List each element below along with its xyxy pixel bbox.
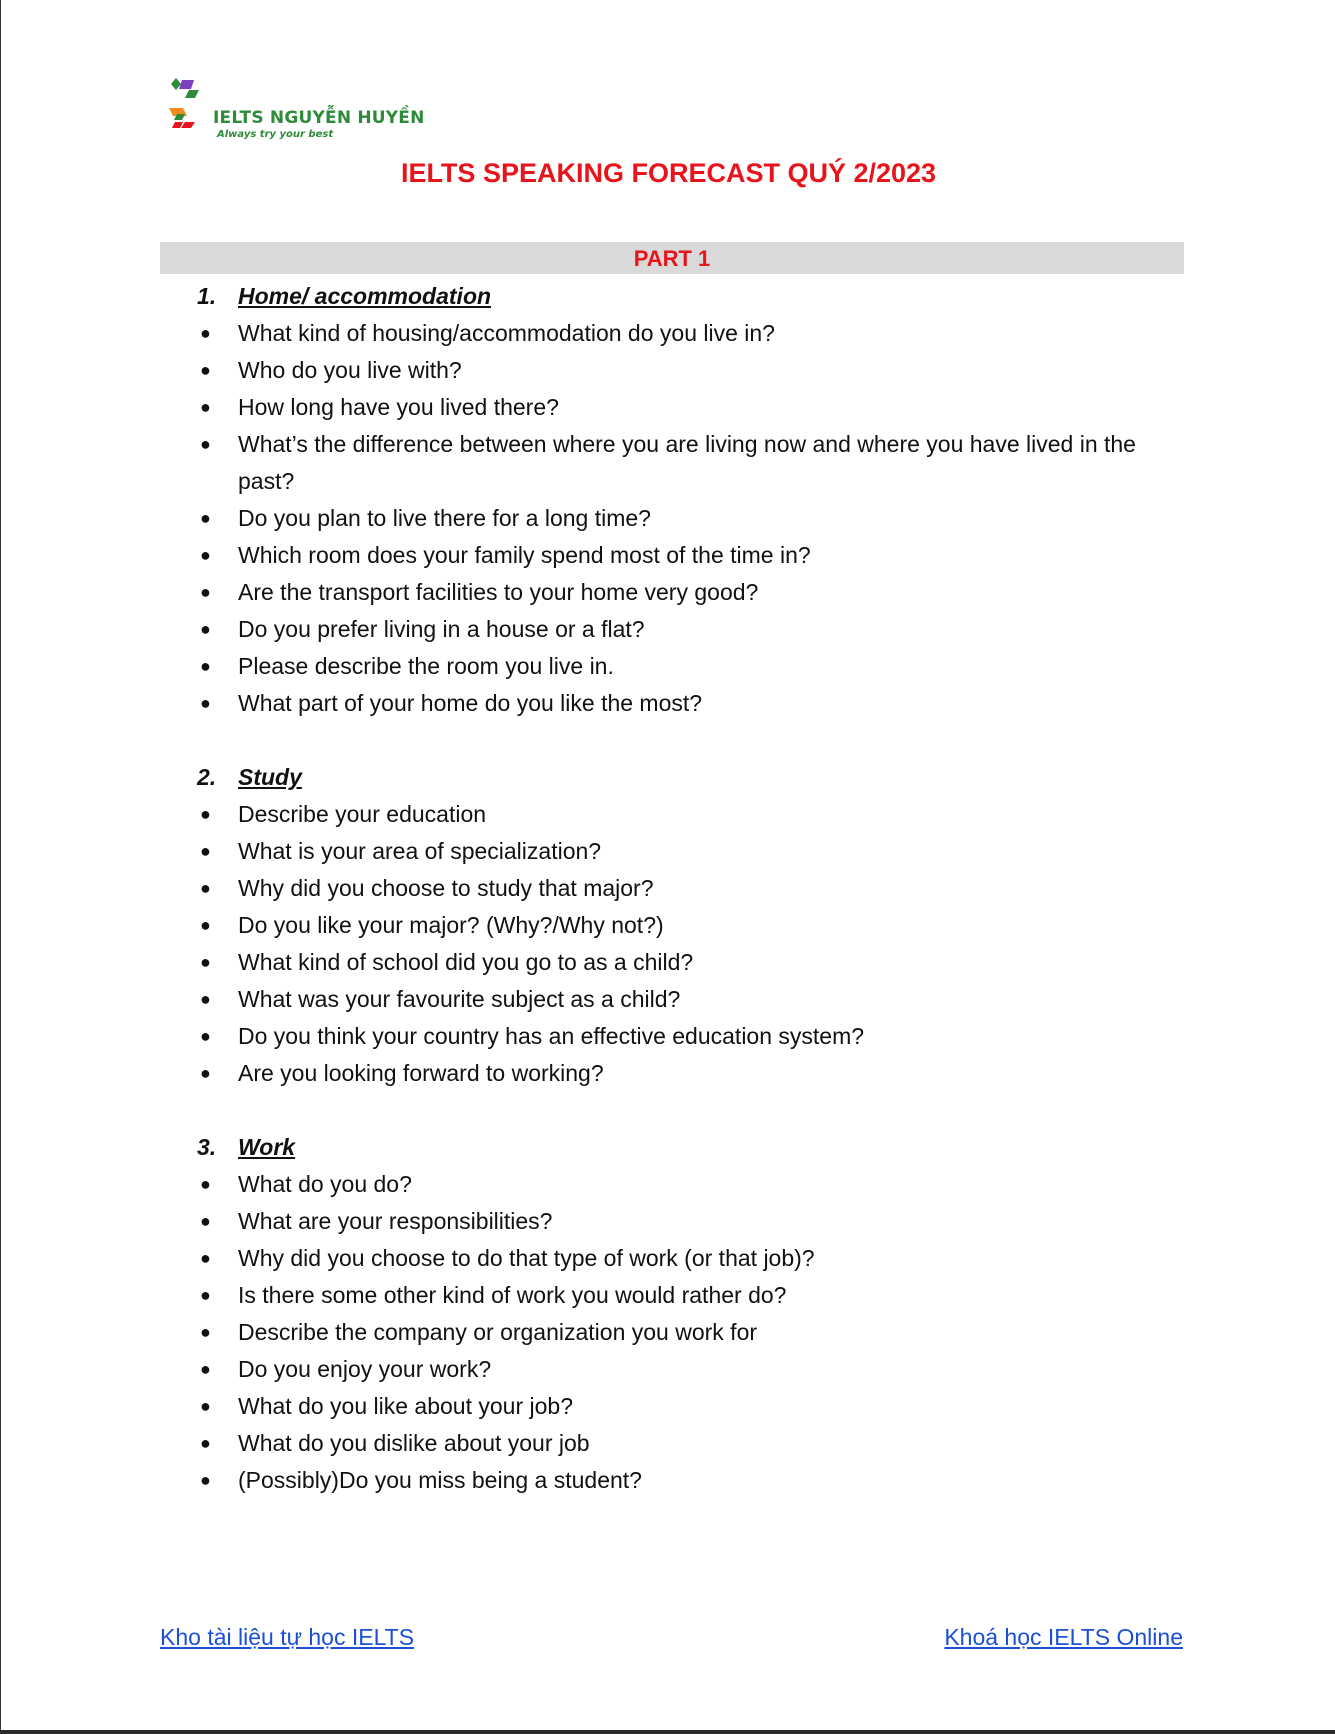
question-text: What are your responsibilities? — [238, 1208, 553, 1234]
bullet-icon: ● — [200, 434, 211, 454]
list-item — [1, 1462, 1335, 1499]
footer-link-online-course[interactable]: Khoá học IELTS Online — [944, 1624, 1183, 1650]
bullet-icon: ● — [200, 1433, 211, 1453]
question-text: How long have you lived there? — [238, 394, 559, 420]
question-text: Do you enjoy your work? — [238, 1356, 492, 1382]
list-item — [1, 1203, 1335, 1240]
bullet-icon: ● — [200, 1396, 211, 1416]
list-item — [1, 1388, 1335, 1425]
brand-logo — [169, 78, 449, 148]
list-item — [1, 1166, 1335, 1203]
list-item — [1, 944, 1335, 981]
question-text: What’s the difference between where you are living now and where you have lived in the past? — [238, 431, 1136, 494]
question-text: Describe your education — [238, 801, 487, 827]
list-item — [1, 685, 1335, 722]
bullet-icon: ● — [200, 397, 211, 417]
bullet-icon: ● — [200, 1026, 211, 1046]
bullet-icon: ● — [200, 1322, 211, 1342]
question-text: What do you like about your job? — [238, 1393, 573, 1419]
bullet-icon: ● — [200, 619, 211, 639]
list-item — [1, 1018, 1335, 1055]
bullet-icon: ● — [200, 878, 211, 898]
list-item — [1, 389, 1335, 426]
section-heading — [1, 278, 1335, 315]
list-item — [1, 907, 1335, 944]
list-item — [1, 611, 1335, 648]
question-text: Are you looking forward to working? — [238, 1060, 604, 1086]
list-item — [1, 1055, 1335, 1092]
list-item — [1, 1351, 1335, 1388]
logo-slogan: Always try your best — [217, 129, 334, 140]
list-item — [1, 352, 1335, 389]
question-sections — [1, 278, 1335, 1499]
section-title: Home/ accommodation — [238, 283, 492, 309]
bullet-icon: ● — [200, 360, 211, 380]
question-text: (Possibly)Do you miss being a student? — [238, 1467, 642, 1493]
question-text: What is your area of specialization? — [238, 838, 602, 864]
bullet-icon: ● — [200, 1248, 211, 1268]
bullet-icon: ● — [200, 323, 211, 343]
question-text: Is there some other kind of work you would rather do? — [238, 1282, 787, 1308]
list-item — [1, 833, 1335, 870]
list-item — [1, 1240, 1335, 1277]
bullet-icon: ● — [200, 841, 211, 861]
question-text: What do you dislike about your job — [238, 1430, 590, 1456]
question-text: Do you like your major? (Why?/Why not?) — [238, 912, 664, 938]
bullet-icon: ● — [200, 804, 211, 824]
section — [1, 1129, 1335, 1499]
bullet-icon: ● — [200, 915, 211, 935]
question-text: Why did you choose to study that major? — [238, 875, 654, 901]
list-item — [1, 426, 1335, 500]
question-text: What was your favourite subject as a child? — [238, 986, 681, 1012]
bullet-icon: ● — [200, 989, 211, 1009]
section-number: 1. — [197, 283, 217, 309]
bullet-icon: ● — [200, 656, 211, 676]
bullet-icon: ● — [200, 1285, 211, 1305]
list-item — [1, 1425, 1335, 1462]
question-text: What part of your home do you like the most? — [238, 690, 703, 716]
question-list — [1, 315, 1335, 722]
question-text: Please describe the room you live in. — [238, 653, 614, 679]
section-number: 3. — [197, 1134, 217, 1160]
bullet-icon: ● — [200, 582, 211, 602]
list-item — [1, 648, 1335, 685]
section-number: 2. — [197, 764, 217, 790]
logo-brand-name: IELTS NGUYỄN HUYỀN — [213, 108, 425, 128]
section — [1, 278, 1335, 722]
bullet-icon: ● — [200, 508, 211, 528]
list-item — [1, 1277, 1335, 1314]
section-title: Study — [238, 764, 302, 790]
bullet-icon: ● — [200, 693, 211, 713]
section-heading — [1, 759, 1335, 796]
section — [1, 759, 1335, 1092]
question-text: What do you do? — [238, 1171, 412, 1197]
list-item — [1, 870, 1335, 907]
question-text: Do you think your country has an effective education system? — [238, 1023, 865, 1049]
footer-link-self-study-library[interactable]: Kho tài liệu tự học IELTS — [160, 1624, 415, 1650]
list-item — [1, 796, 1335, 833]
list-item — [1, 537, 1335, 574]
list-item — [1, 574, 1335, 611]
section-title: Work — [238, 1134, 296, 1160]
list-item — [1, 500, 1335, 537]
list-item — [1, 981, 1335, 1018]
bullet-icon: ● — [200, 1174, 211, 1194]
question-text: Do you plan to live there for a long time? — [238, 505, 651, 531]
question-list — [1, 1166, 1335, 1499]
question-text: Who do you live with? — [238, 357, 462, 383]
question-text: Do you prefer living in a house or a flat? — [238, 616, 645, 642]
question-text: What kind of housing/accommodation do you live in? — [238, 320, 775, 346]
question-text: Which room does your family spend most of the time in? — [238, 542, 811, 568]
question-text: Describe the company or organization you work for — [238, 1319, 758, 1345]
bullet-icon: ● — [200, 1063, 211, 1083]
question-text: What kind of school did you go to as a child? — [238, 949, 694, 975]
list-item — [1, 1314, 1335, 1351]
page-bottom-border — [1, 1730, 1335, 1734]
bullet-icon: ● — [200, 545, 211, 565]
bullet-icon: ● — [200, 1470, 211, 1490]
list-item — [1, 315, 1335, 352]
page-title: IELTS SPEAKING FORECAST QUÝ 2/2023 — [400, 158, 937, 188]
question-text: Are the transport facilities to your home very good? — [238, 579, 759, 605]
question-text: Why did you choose to do that type of work (or that job)? — [238, 1245, 815, 1271]
bullet-icon: ● — [200, 1359, 211, 1379]
question-list — [1, 796, 1335, 1092]
bullet-icon: ● — [200, 952, 211, 972]
section-heading — [1, 1129, 1335, 1166]
bullet-icon: ● — [200, 1211, 211, 1231]
part-header: PART 1 — [160, 242, 1184, 274]
